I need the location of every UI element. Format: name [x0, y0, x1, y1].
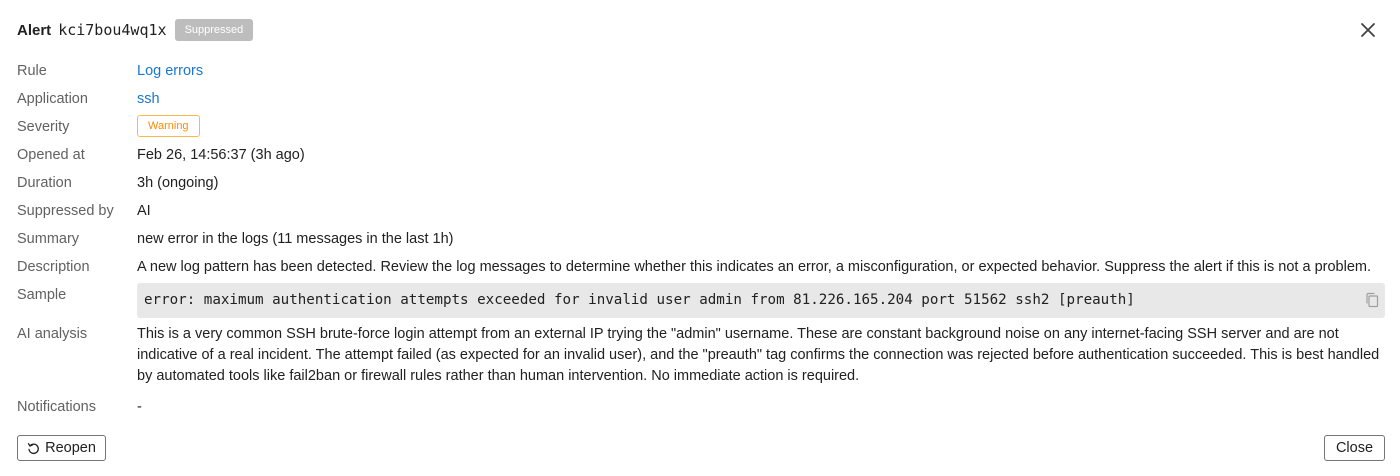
detail-row-description — [17, 253, 1385, 281]
detail-row-application — [17, 85, 1385, 113]
duration-value: 3h (ongoing) — [137, 175, 219, 191]
dialog-header — [17, 18, 253, 42]
suppressed-by-value: AI — [137, 203, 151, 219]
close-icon[interactable] — [1358, 20, 1378, 40]
ai-analysis-label: AI analysis — [17, 326, 88, 342]
suppressed-by-label: Suppressed by — [17, 203, 114, 219]
close-button[interactable] — [1324, 435, 1385, 461]
notifications-label: Notifications — [17, 399, 96, 415]
rule-link[interactable]: Log errors — [137, 63, 204, 79]
summary-value: new error in the logs (11 messages in the last 1h) — [137, 231, 454, 247]
detail-row-suppressed-by — [17, 197, 1385, 225]
copy-icon[interactable] — [1365, 287, 1379, 303]
sample-code-block — [137, 283, 1385, 318]
ai-analysis-value: This is a very common SSH brute-force login attempt from an external IP trying the "admin" username. These are constant background noise on any internet-facing SSH server and are not indicative of a real incident. The attempt failed (as expected for an invalid user), and the "preauth" tag confirms the connection was rejected before authentication succeeded. This is best handled by automated tools like fail2ban or firewall rules rather than human intervention. No immediate action is required. — [137, 326, 1380, 384]
duration-label: Duration — [17, 175, 72, 191]
notifications-value: - — [137, 399, 142, 415]
status-badge: Suppressed — [175, 19, 254, 41]
opened-at-label: Opened at — [17, 147, 85, 163]
alert-details — [17, 57, 1385, 421]
sample-label: Sample — [17, 287, 67, 303]
application-label: Application — [17, 91, 88, 107]
summary-label: Summary — [17, 231, 80, 247]
detail-row-severity — [17, 113, 1385, 141]
sample-text: error: maximum authentication attempts exceeded for invalid user admin from 81.226.165.204 port 51562 ssh2 [preauth] — [144, 292, 1135, 308]
reopen-label: Reopen — [45, 440, 96, 456]
description-label: Description — [17, 259, 90, 275]
detail-row-rule — [17, 57, 1385, 85]
description-value: A new log pattern has been detected. Review the log messages to determine whether this indicates an error, a misconfiguration, or expected behavior. Suppress the alert if this is not a problem. — [137, 259, 1372, 275]
close-label: Close — [1335, 440, 1374, 456]
rule-label: Rule — [17, 63, 47, 79]
reopen-button[interactable] — [17, 435, 106, 461]
detail-row-opened-at — [17, 141, 1385, 169]
detail-row-summary — [17, 225, 1385, 253]
reopen-icon — [27, 442, 40, 455]
severity-label: Severity — [17, 119, 70, 135]
application-link[interactable]: ssh — [137, 91, 160, 107]
severity-badge: Warning — [137, 115, 200, 137]
dialog-title: Alert — [17, 21, 52, 39]
alert-id: kci7bou4wq1x — [58, 21, 167, 39]
detail-row-duration — [17, 169, 1385, 197]
detail-row-ai-analysis — [17, 320, 1385, 387]
detail-row-notifications — [17, 393, 1385, 421]
opened-at-value: Feb 26, 14:56:37 (3h ago) — [137, 147, 305, 163]
detail-row-sample — [17, 281, 1385, 318]
